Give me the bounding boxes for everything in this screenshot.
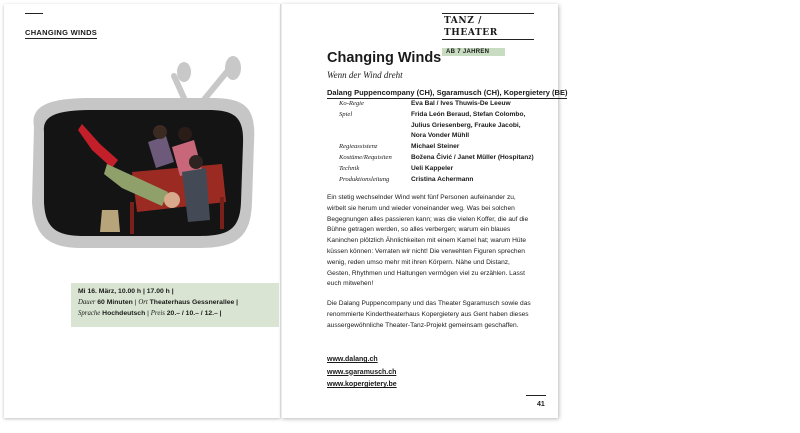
credit-row bbox=[339, 142, 536, 153]
category-header bbox=[442, 13, 534, 58]
section-label: CHANGING WINDS bbox=[25, 28, 98, 37]
website-links bbox=[327, 354, 397, 392]
language-label: Sprache bbox=[78, 310, 101, 317]
tv-photo-frame bbox=[22, 52, 262, 252]
link-kopergietery[interactable]: www.kopergietery.be bbox=[327, 381, 397, 388]
price-label: Preis bbox=[150, 310, 165, 317]
credit-names: Frida León Beraud, Stefan Colombo, Julius Griesenberg, Frauke Jacobi, Nora Vonder Mühll bbox=[411, 110, 526, 140]
collaboration-paragraph: Die Dalang Puppencompany und das Theater Sgaramusch sowie das renommierte Kindertheaterhaus Kopergietery aus Gent haben dieses aussergewöhnliche Theater-Tanz-Projekt gemeinsam geschaffen. bbox=[327, 300, 531, 329]
price-value: 20.– / 10.– / 12.– | bbox=[166, 310, 222, 317]
description-paragraph: Ein stetig wechselnder Wind weht fünf Personen aufeinander zu, wirbelt sie herum und wieder voneinander weg. Was bei solchen Begegnungen alles passieren kann; was die vielen Koffer, die auf die Bühne getragen werden, so alles verbergen; warum ein blaues Kaninchen plötzlich Ähnlichkeiten mit einem Kamel hat; warum Hüte küssen können: Verraten wir nicht! Die verwehten Figuren sprechen wenig, reden umso mehr mit ihren Körpern. Nähe und Distanz, Gesten, Rhythmen und Haltungen vermögen viel zu erzählen. Lasst euch mitwehen! bbox=[327, 194, 529, 288]
show-subtitle: Wenn der Wind dreht bbox=[327, 70, 403, 80]
credit-names: Ueli Kappeler bbox=[411, 164, 454, 172]
age-badge: AB 7 JAHREN bbox=[442, 48, 505, 56]
credit-names: Michael Steiner bbox=[411, 143, 460, 151]
credit-row bbox=[339, 175, 536, 186]
credit-role: Kostüme/Requisiten bbox=[339, 153, 392, 161]
book-spine bbox=[280, 4, 282, 418]
credit-row bbox=[339, 164, 536, 175]
event-date-time: Mi 16. März, 10.00 h | 17.00 h | bbox=[78, 288, 174, 295]
credits-list bbox=[339, 99, 536, 185]
credit-role: Ko-Regie bbox=[339, 100, 364, 107]
page-number-rule bbox=[526, 395, 546, 396]
duration-label: Dauer bbox=[78, 299, 96, 306]
duration-value: 60 Minuten bbox=[97, 299, 133, 306]
link-sgaramusch[interactable]: www.sgaramusch.ch bbox=[327, 368, 397, 376]
credit-names: Eva Bal / Ives Thuwis-De Leeuw bbox=[411, 100, 511, 107]
page-number: 41 bbox=[537, 401, 545, 408]
header-rule bbox=[25, 13, 43, 14]
credit-names: Božena Čivić / Janet Müller (Hospitanz) bbox=[411, 153, 534, 161]
credit-row bbox=[339, 110, 536, 142]
credit-role: Technik bbox=[339, 164, 360, 172]
credit-role: Regieassistenz bbox=[339, 143, 378, 151]
credit-names: Cristina Achermann bbox=[411, 175, 474, 183]
event-info-box: Mi 16. März, 10.00 h | 17.00 h | Dauer 60 Minuten | Ort Theaterhaus Gessnerallee | Sprache Hochdeutsch | Preis 20.– / 10.– / 12.– | bbox=[71, 283, 279, 327]
category-title: TANZ / THEATER bbox=[442, 13, 534, 40]
credit-row bbox=[339, 153, 536, 164]
venue-value: Theaterhaus Gessnerallee | bbox=[149, 299, 239, 306]
venue-label: Ort bbox=[138, 299, 148, 306]
show-title: Changing Winds bbox=[327, 50, 442, 66]
language-value: Hochdeutsch bbox=[102, 310, 146, 317]
credit-row bbox=[339, 99, 536, 110]
link-dalang[interactable]: www.dalang.ch bbox=[327, 356, 378, 363]
company-line: Dalang Puppencompany (CH), Sgaramusch (CH), Kopergietery (BE) bbox=[327, 88, 568, 97]
credit-role: Spiel bbox=[339, 110, 353, 118]
credit-role: Produktionsleitung bbox=[339, 175, 390, 183]
